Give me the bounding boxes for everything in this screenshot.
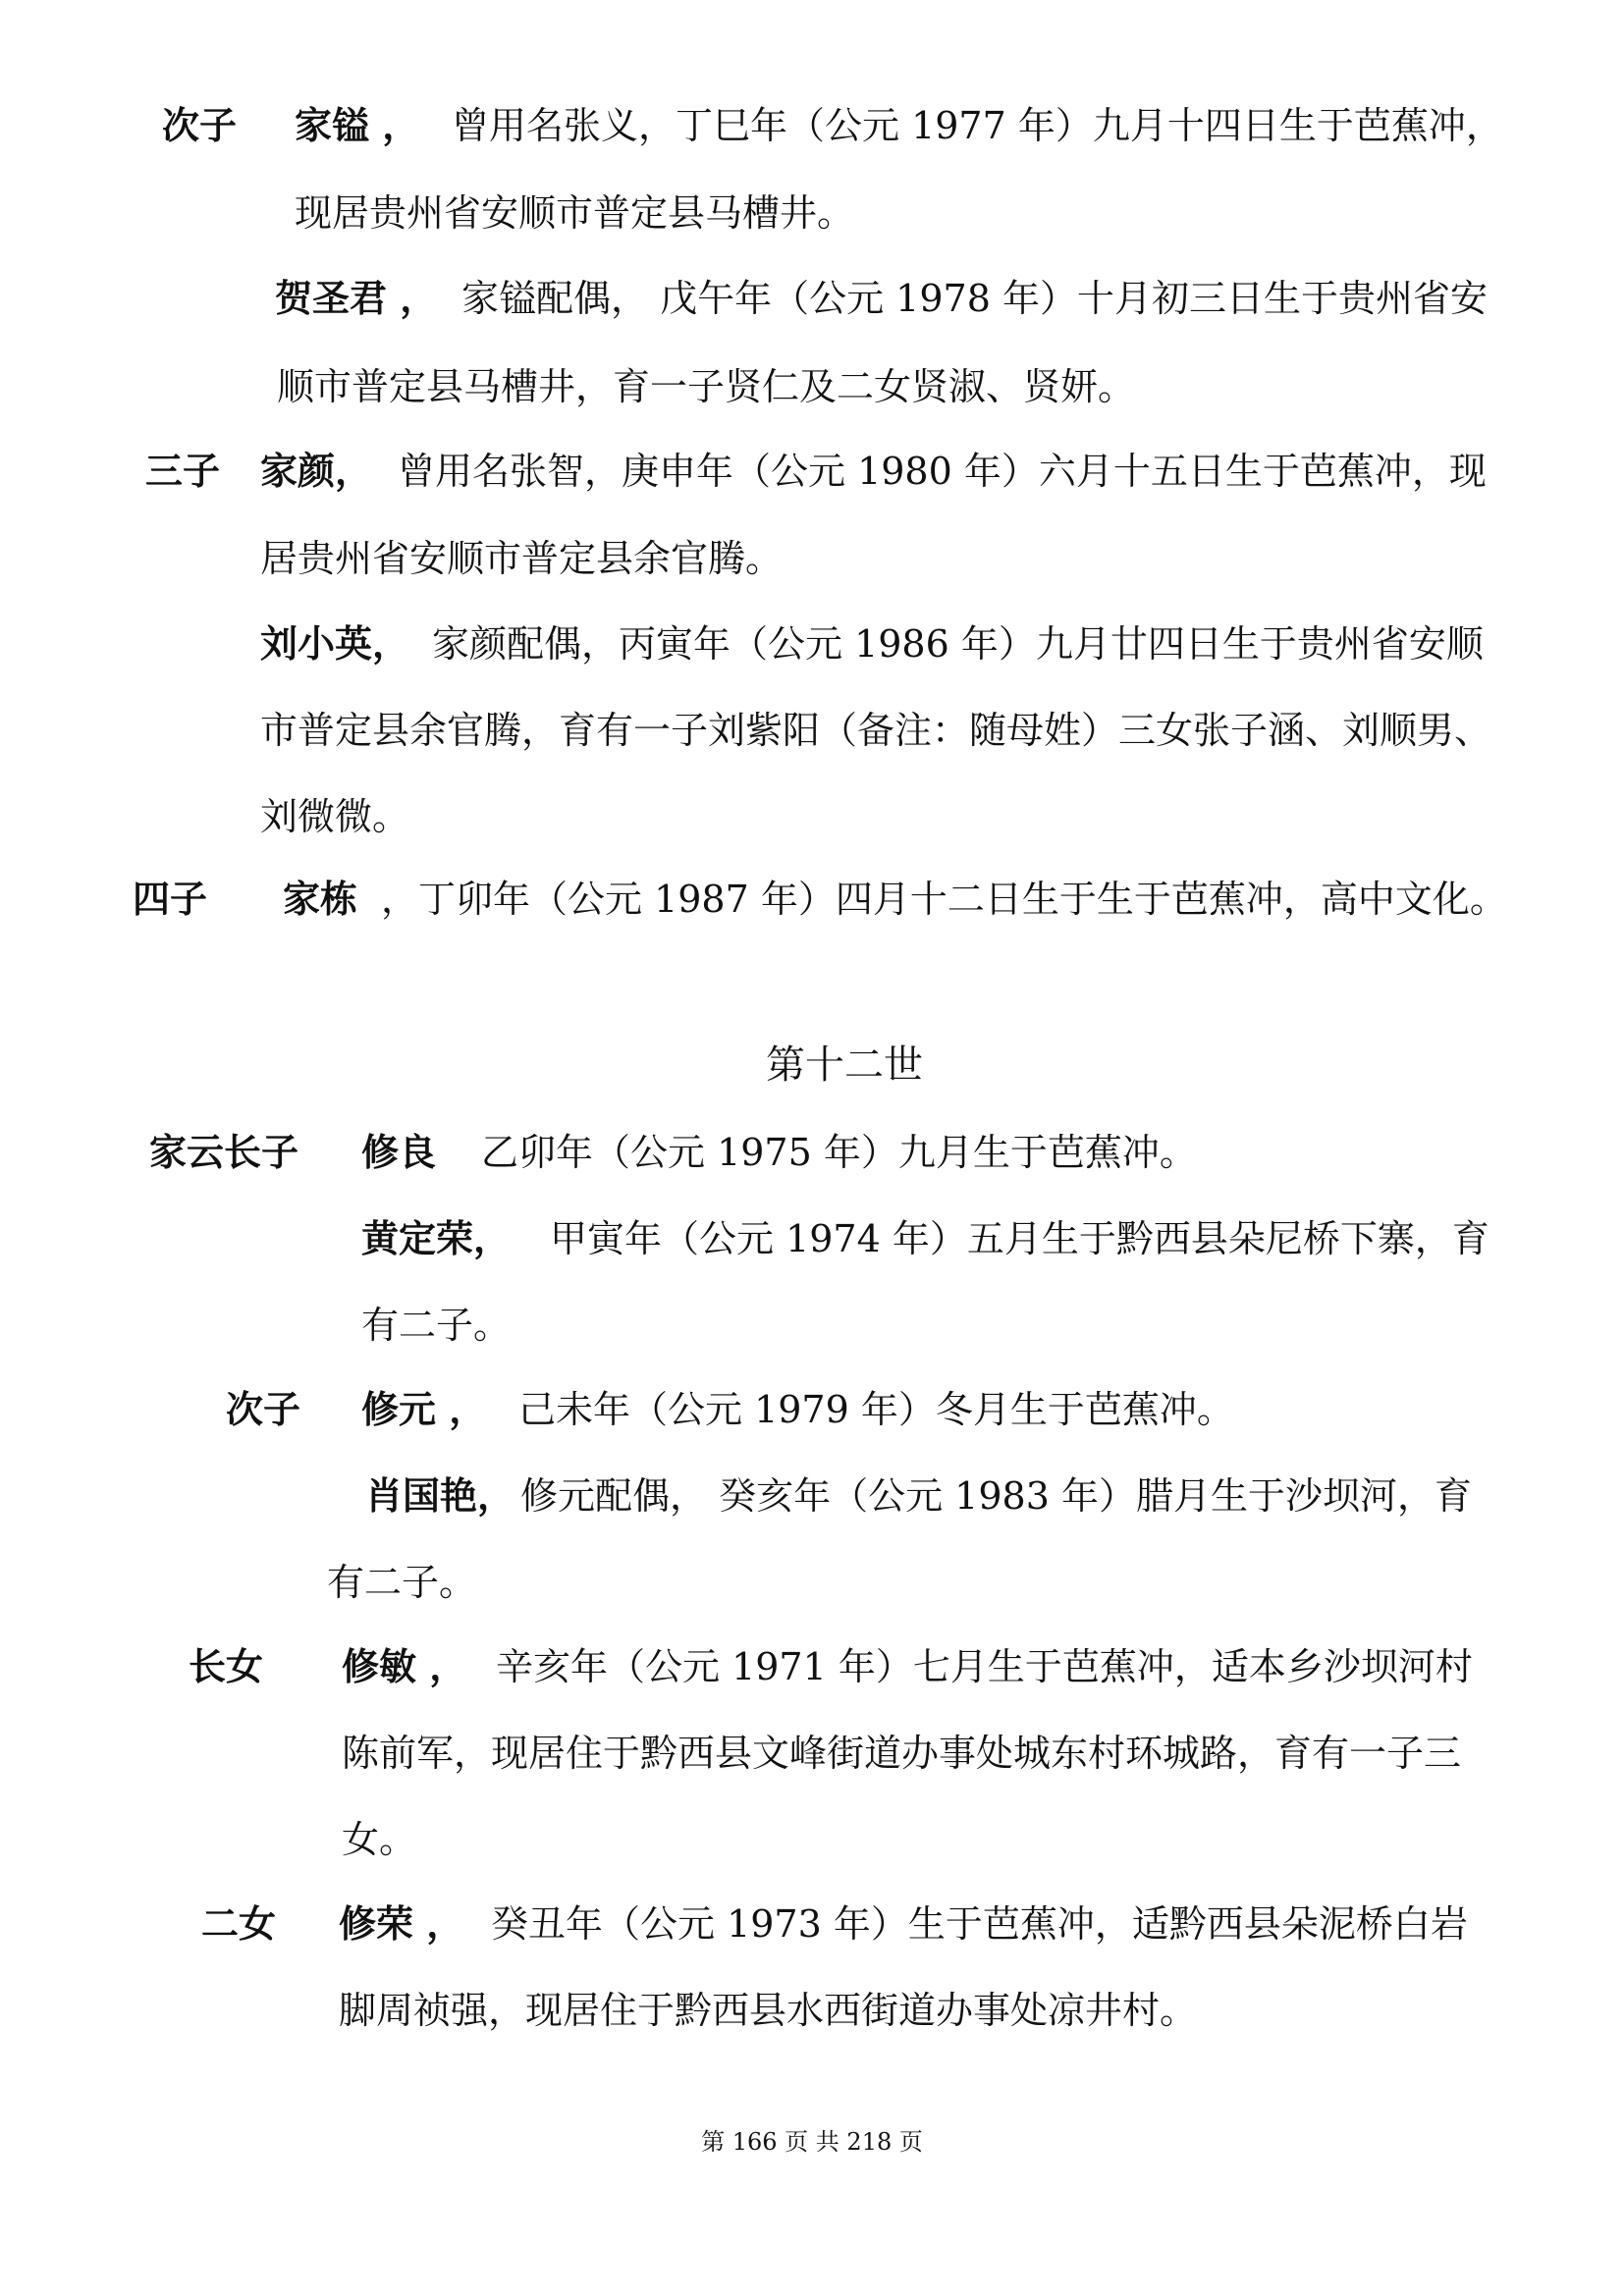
entry-text: 曾用名张智，庚申年（公元 1980 年）六月十五日生于芭蕉冲，现 [398,450,1487,493]
entry-text: 癸丑年（公元 1973 年）生于芭蕉冲，适黔西县朵泥桥白岩 [491,1902,1468,1946]
person-name: 家栋 [283,878,358,921]
person-name: 修良 [361,1131,437,1174]
entry-text: 己未年（公元 1979 年）冬月生于芭蕉冲。 [518,1388,1234,1431]
entry-text: 甲寅年（公元 1974 年）五月生于黔西县朵尼桥下寨，育 [550,1217,1489,1260]
entry-text: 乙卯年（公元 1975 年）九月生于芭蕉冲。 [481,1131,1197,1174]
entry-text: 辛亥年（公元 1971 年）七月生于芭蕉冲，适本乡沙坝河村 [496,1645,1473,1688]
entry-text: 刘微微。 [260,795,410,838]
person-name: 黄定荣， [361,1217,512,1260]
entry-text: 顺市普定县马槽井，育一子贤仁及二女贤淑、贤妍。 [277,365,1136,408]
relation-label: 次子 [226,1388,301,1431]
person-name: 修元 ， [361,1388,487,1431]
entry-text: ，丁卯年（公元 1987 年）四月十二日生于生于芭蕉冲，高中文化。 [381,878,1507,921]
entry-text: 现居贵州省安顺市普定县马槽井。 [295,191,855,235]
page-footer: 第 166 页 共 218 页 [701,2128,923,2156]
relation-label: 长女 [189,1645,264,1688]
person-name: 刘小英， [260,622,410,666]
entry-text: 市普定县余官腾，育有一子刘紫阳（备注：随母姓）三女张子涵、刘顺男、 [260,709,1492,752]
entry-text: 修元配偶， 癸亥年（公元 1983 年）腊月生于沙坝河，育 [520,1474,1472,1518]
entry-text: 有二子。 [361,1304,512,1347]
entry-text: 家颜配偶，丙寅年（公元 1986 年）九月廿四日生于贵州省安顺 [432,622,1484,666]
entry-text: 居贵州省安顺市普定县余官腾。 [260,537,784,580]
relation-label: 次子 [162,104,238,147]
person-name: 肖国艳， [365,1474,515,1518]
relation-label: 四子 [133,878,208,921]
relation-label: 三子 [145,450,221,493]
entry-text: 陈前军，现居住于黔西县文峰街道办事处城东村环城路，育有一子三 [342,1732,1462,1775]
person-name: 家镒 ， [295,104,420,147]
entry-text: 脚周祯强，现居住于黔西县水西街道办事处凉井村。 [339,1989,1198,2032]
generation-heading: 第十二世 [766,1042,923,1088]
entry-text: 家镒配偶， 戊午年（公元 1978 年）十月初三日生于贵州省安 [461,277,1488,320]
person-name: 贺圣君 ， [275,277,438,320]
person-name: 家颜， [260,450,373,493]
relation-label: 家云长子 [149,1131,299,1174]
person-name: 修荣 ， [339,1902,464,1946]
entry-text: 有二子。 [327,1561,477,1604]
relation-label: 二女 [201,1902,277,1946]
entry-text: 曾用名张义，丁巳年（公元 1977 年）九月十四日生于芭蕉冲， [452,104,1503,147]
entry-text: 女。 [342,1818,417,1861]
person-name: 修敏 ， [342,1645,467,1688]
